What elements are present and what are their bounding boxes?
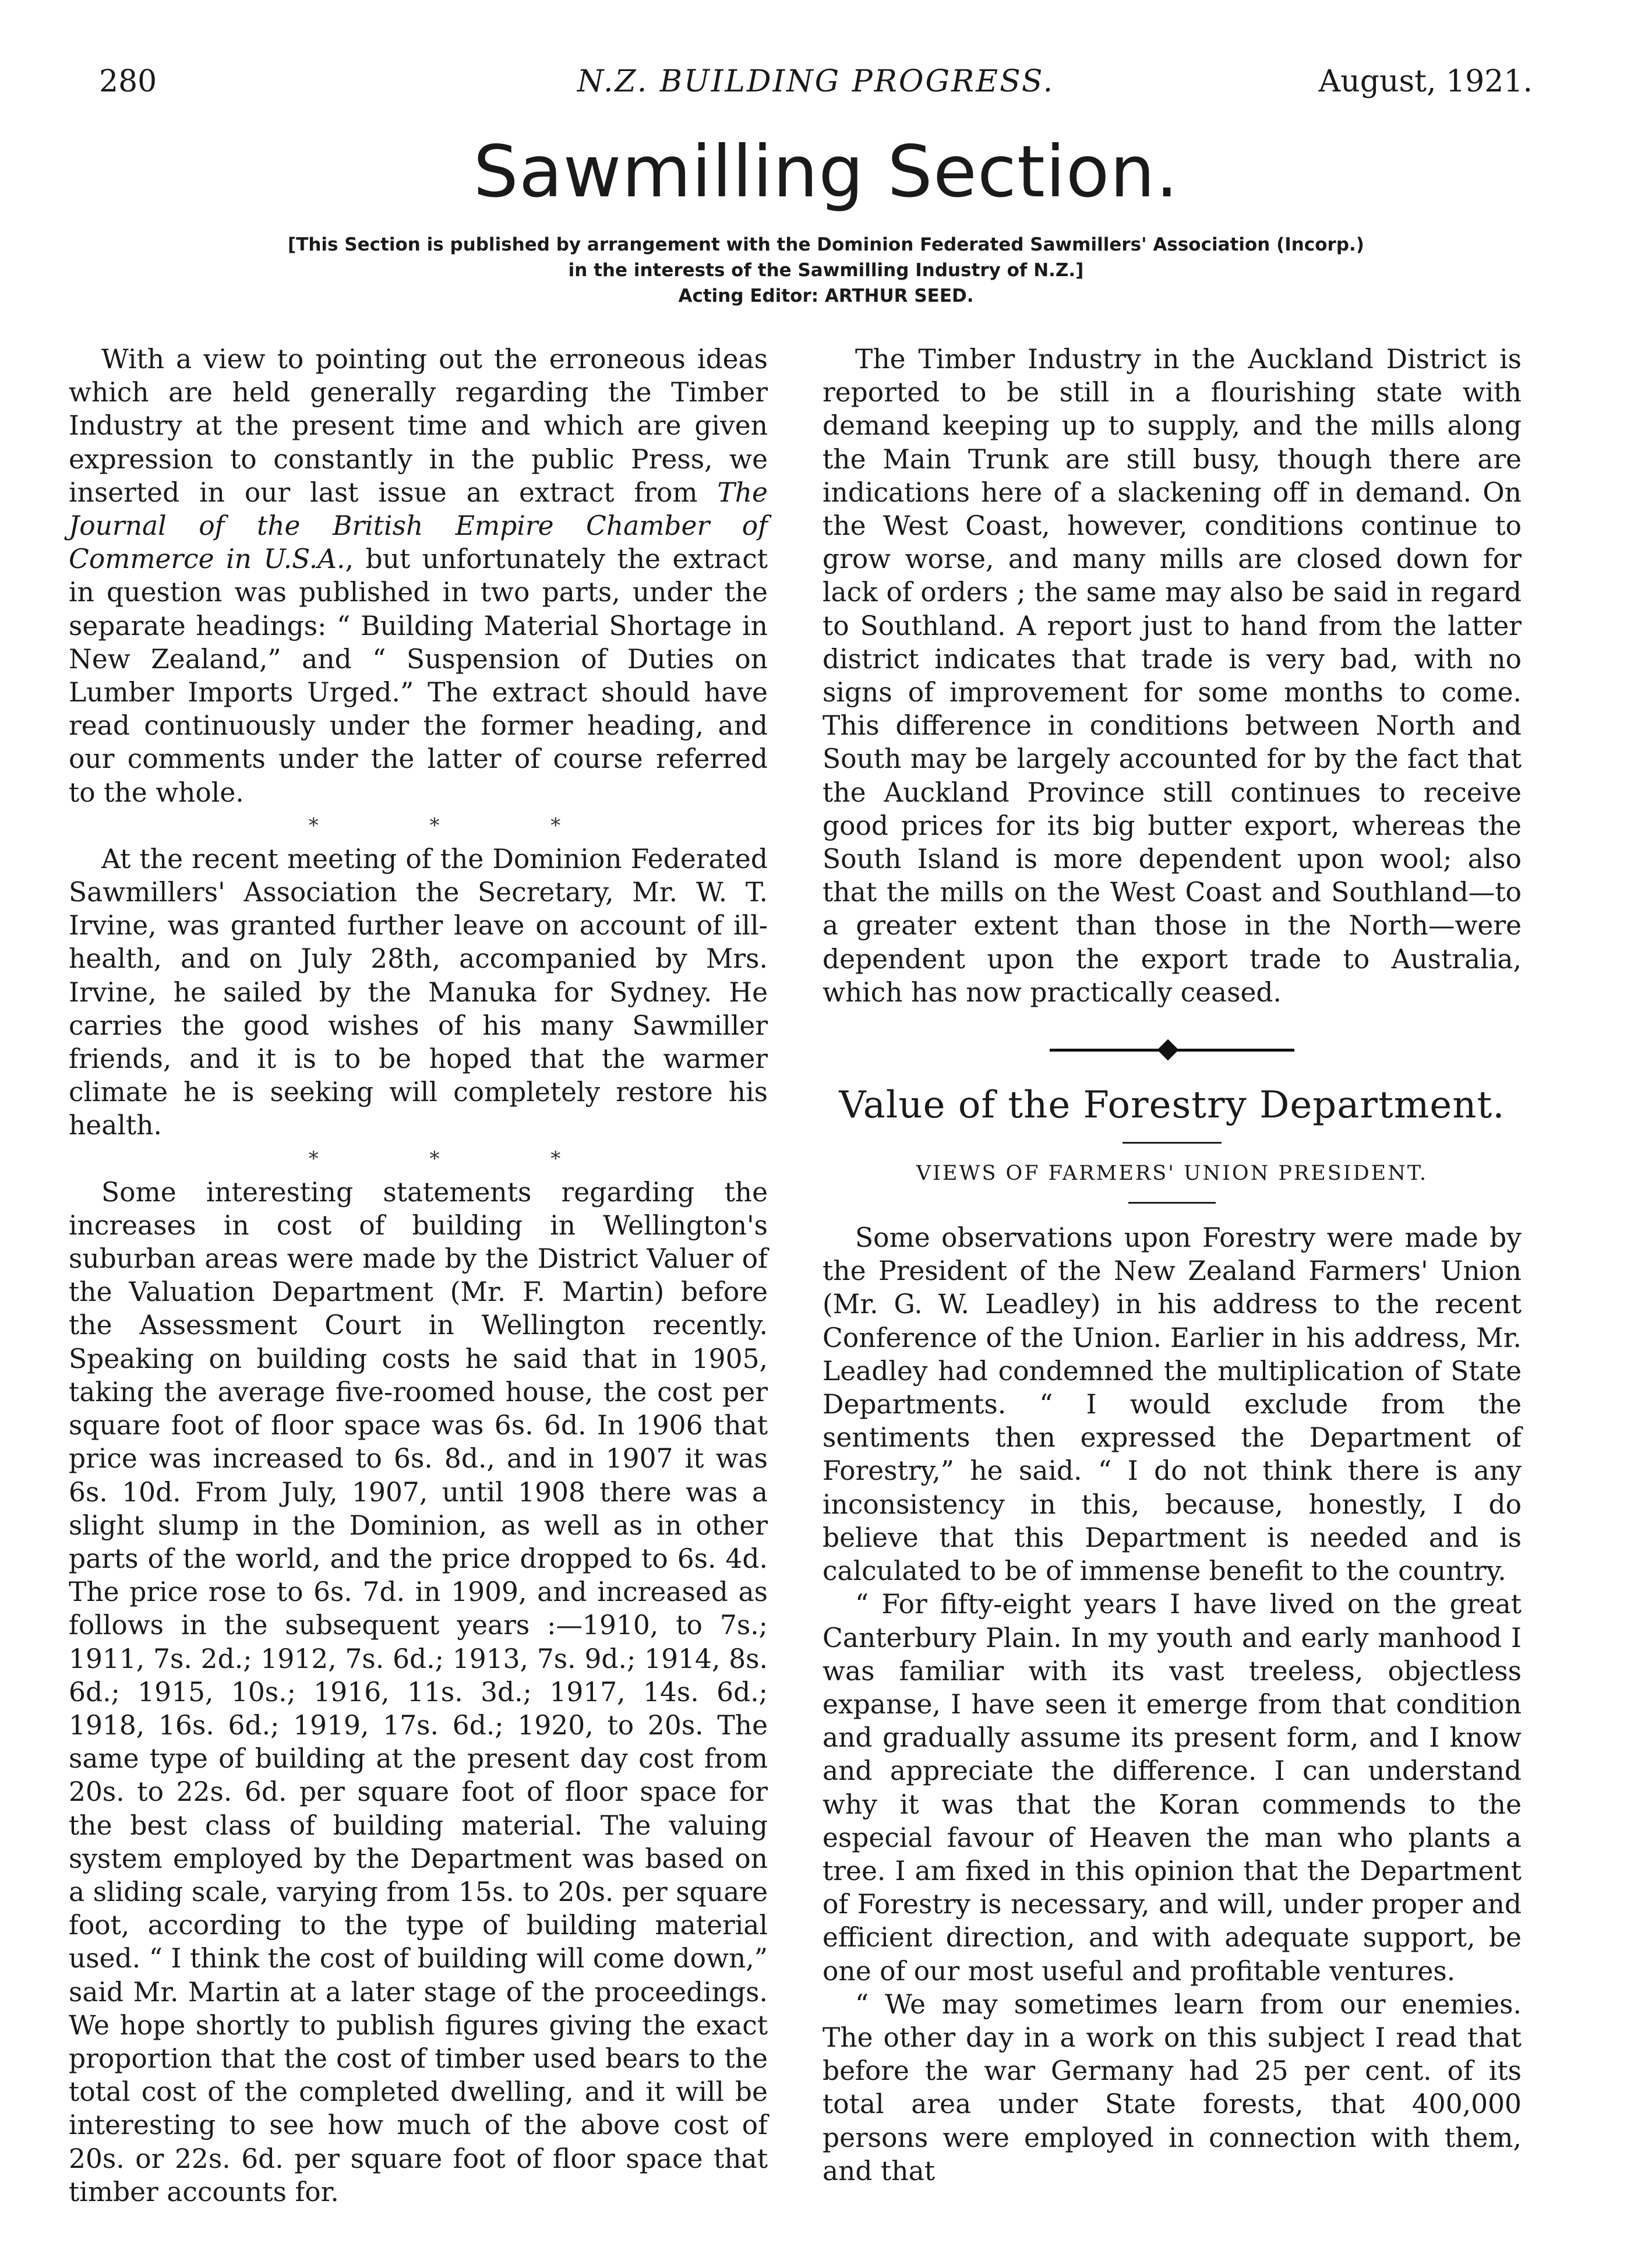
article-subhead: VIEWS OF FARMERS' UNION PRESIDENT. [916, 1162, 1428, 1186]
right-column [823, 343, 1522, 2188]
section-note-line-2: in the interests of the Sawmilling Industry of N.Z.] [568, 260, 1084, 281]
paragraph-canterbury-plain: “ For fifty-eight years I have lived on the great Canterbury Plain. In my youth and early manhood I was familiar with its vast treeless, objectless expanse, I have seen it emerge from that condition and gradually assume its present form, and I know and appreciate the difference. I can understand why it was that the Koran commends to the especial favour of Heaven the man who plants a tree. I am fixed in this opinion that the Department of Forestry is necessary, and will, under proper and efficient direction, and with adequate support, be one of our most useful and profitable ventures. [823, 1589, 1522, 1987]
left-column [69, 343, 768, 2209]
paragraph-forestry-observations: Some observations upon Forestry were made by the President of the New Zealand Farmers' Union (Mr. G. W. Leadley) in his address to the recent Conference of the Union. Earlier in his address, Mr. Leadley had condemned the multiplication of State Departments. “ I would exclude from the sentiments then expressed the Department of Forestry,” he said. “ I do not think there is any inconsistency in this, because, honestly, I do believe that this Department is needed and is calculated to be of immense benefit to the country. [823, 1222, 1522, 1587]
diamond-ornament-icon [1157, 1039, 1179, 1061]
section-separator: * * * [308, 1147, 613, 1170]
section-note-line-1: [This Section is published by arrangement with the Dominion Federated Sawmillers' Association (Incorp.) [288, 234, 1364, 255]
running-header [99, 58, 1533, 105]
issue-date: August, 1921. [1318, 64, 1533, 99]
paragraph-building-costs: Some interesting statements regarding the increases in cost of building in Wellington's suburban areas were made by the District Valuer of the Valuation Department (Mr. F. Martin) before the Assessment Court in Wellington recently. Speaking on building costs he said that in 1905, taking the average five-roomed house, the cost per square foot of floor space was 6s. 6d. In 1906 that price was increased to 6s. 8d., and in 1907 it was 6s. 10d. From July, 1907, until 1908 there was a slight slump in the Dominion, as well as in other parts of the world, and the price dropped to 6s. 4d. The price rose to 6s. 7d. in 1909, and increased as follows in the subsequent years :—1910, to 7s.; 1911, 7s. 2d.; 1912, 7s. 6d.; 1913, 7s. 9d.; 1914, 8s. 6d.; 1915, 10s.; 1916, 11s. 3d.; 1917, 14s. 6d.; 1918, 16s. 6d.; 1919, 17s. 6d.; 1920, to 20s. The same type of building at the present day cost from 20s. to 22s. 6d. per square foot of floor space for the best class of building material. The valuing system employed by the Department was based on a sliding scale, varying from 15s. to 20s. per square foot, according to the type of building material used. “ I think the cost of building will come down,” said Mr. Martin at a later stage of the proceedings. We hope shortly to publish figures giving the exact proportion that the cost of timber used bears to the total cost of the completed dwelling, and it will be interesting to see how much of the above cost of 20s. or 22s. 6d. per square foot of floor space that timber accounts for. [69, 1176, 768, 2207]
ornament-divider [1050, 1032, 1294, 1067]
section-title: Sawmilling Section. [473, 131, 1179, 213]
section-note [0, 232, 1652, 309]
paragraph-erroneous-ideas [69, 343, 768, 809]
section-separator: * * * [308, 813, 613, 837]
subhead-rule [1128, 1202, 1216, 1204]
article-title: Value of the Forestry Department. [839, 1084, 1505, 1127]
paragraph-text: With a view to pointing out the erroneous ideas which are held generally regarding the Timber Industry at the present time and which are given expression to constantly in the public Press, we inserted in our last issue an extract from [69, 344, 768, 508]
paragraph-text: , but unfortunately the extract in question was published in two parts, under the separate headings: “ Building Material Shortage in New Zealand,” and “ Suspension of Duties on Lumber Imports Urged.” The extract should have read continuously under the former heading, and our comments under the latter of course referred to the whole. [69, 544, 768, 808]
paragraph-timber-industry: The Timber Industry in the Auckland District is reported to be still in a flourishing state with demand keeping up to supply, and the mills along the Main Trunk are still busy, though there are indications here of a slackening off in demand. On the West Coast, however, conditions continue to grow worse, and many mills are closed down for lack of orders ; the same may also be said in regard to Southland. A report just to hand from the latter district indicates that trade is very bad, with no signs of improvement for some months to come. This difference in conditions between North and South may be largely accounted for by the fact that the Auckland Province still continues to receive good prices for its big butter export, whereas the South Island is more dependent upon wool; also that the mills on the West Coast and Southland—to a greater extent than those in the North—were dependent upon the export trade to Australia, which has now practically ceased. [823, 344, 1522, 1008]
title-rule [1122, 1142, 1222, 1144]
journal-title: N.Z. BUILDING PROGRESS. [577, 64, 1055, 99]
journal-citation: The Journal of the British Empire Chamber of Commerce in U.S.A. [69, 477, 768, 575]
page-number: 280 [99, 64, 157, 99]
acting-editor-line: Acting Editor: ARTHUR SEED. [678, 285, 974, 306]
paragraph-learn-from-enemies: “ We may sometimes learn from our enemies. The other day in a work on this subject I read that before the war Germany had 25 per cent. of its total area under State forests, that 400,000 persons were employed in connection with them, and that [823, 1988, 1522, 2187]
paragraph-secretary-leave: At the recent meeting of the Dominion Federated Sawmillers' Association the Secretary, Mr. W. T. Irvine, was granted further leave on account of ill-health, and on July 28th, accompanied by Mrs. Irvine, he sailed by the Manuka for Sydney. He carries the good wishes of his many Sawmiller friends, and it is to be hoped that the warmer climate he is seeking will completely restore his health. [69, 843, 768, 1141]
